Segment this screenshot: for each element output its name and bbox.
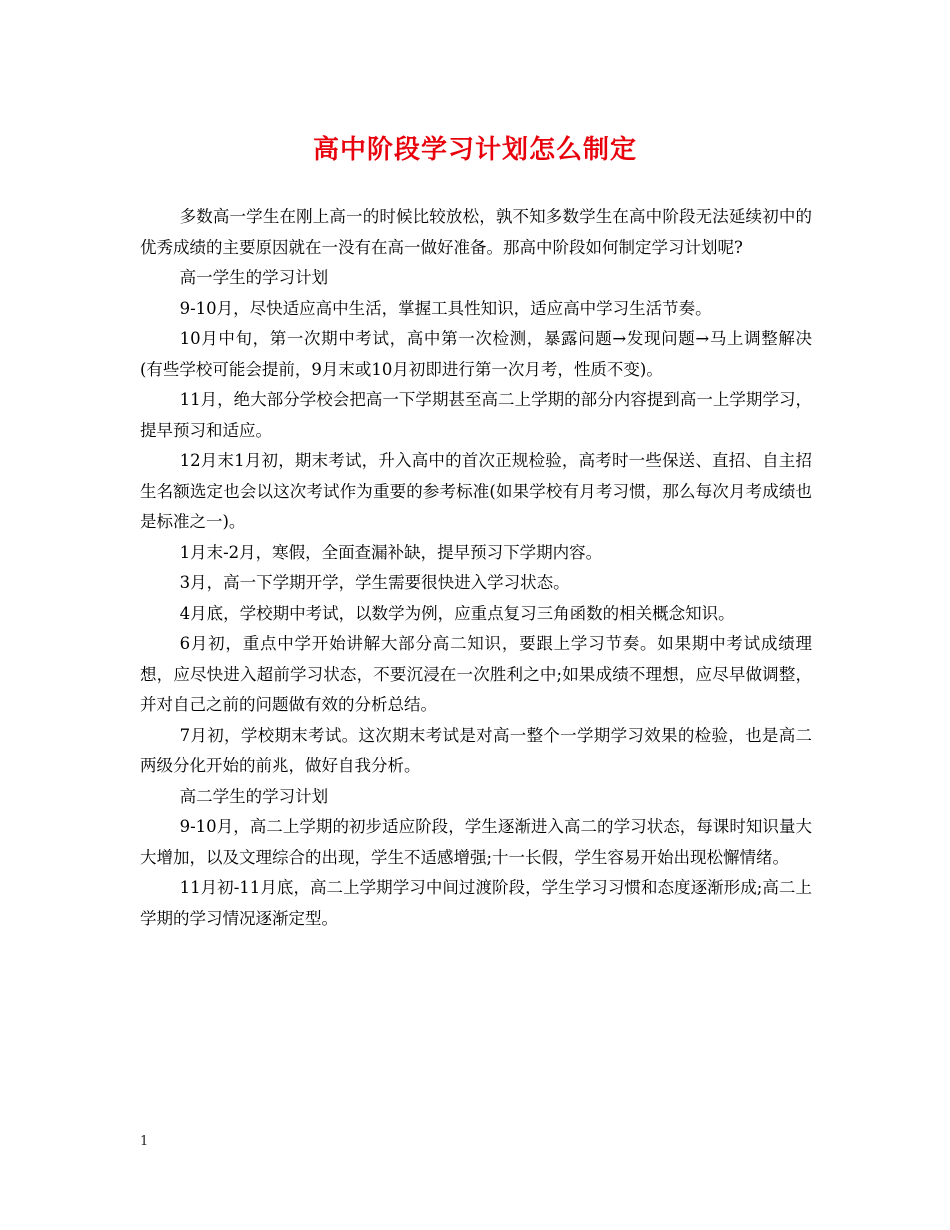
section-heading-grade10: 高一学生的学习计划 xyxy=(179,268,329,287)
section-heading-grade11: 高二学生的学习计划 xyxy=(179,786,329,806)
document-body xyxy=(140,202,812,934)
paragraph: 7月初，学校期末考试。这次期末考试是对高一整个一学期学习效果的检验，也是高二两级分化开始的前兆，做好自我分析。 xyxy=(140,725,812,775)
paragraph: 11月初-11月底，高二上学期学习中间过渡阶段，学生学习习惯和态度逐渐形成;高二上学期的学习情况逐渐定型。 xyxy=(140,878,812,928)
paragraph: 3月，高一下学期开学，学生需要很快进入学习状态。 xyxy=(179,573,570,592)
page-number: 1 xyxy=(140,1134,149,1149)
paragraph: 12月末1月初，期末考试，升入高中的首次正规检验，高考时一些保送、直招、自主招生名额选定也会以这次考试作为重要的参考标准(如果学校有月考习惯，那么每次月考成绩也是标准之一)。 xyxy=(140,451,812,531)
document-title: 高中阶段学习计划怎么制定 xyxy=(312,135,637,165)
paragraph-intro: 多数高一学生在刚上高一的时候比较放松，孰不知多数学生在高中阶段无法延续初中的优秀成绩的主要原因就在一没有在高一做好准备。那高中阶段如何制定学习计划呢? xyxy=(140,207,812,257)
paragraph: 4月底，学校期中考试，以数学为例，应重点复习三角函数的相关概念知识。 xyxy=(179,603,735,623)
paragraph: 9-10月，高二上学期的初步适应阶段，学生逐渐进入高二的学习状态，每课时知识量大大增加，以及文理综合的出现，学生不适感增强;十一长假，学生容易开始出现松懈情绪。 xyxy=(140,817,812,867)
paragraph: 9-10月，尽快适应高中生活，掌握工具性知识，适应高中学习生活节奏。 xyxy=(179,298,712,318)
paragraph: 10月中旬，第一次期中考试，高中第一次检测，暴露问题→发现问题→马上调整解决(有些学校可能会提前，9月末或10月初即进行第一次月考，性质不变)。 xyxy=(140,329,812,379)
paragraph: 1月末-2月，寒假，全面查漏补缺，提早预习下学期内容。 xyxy=(179,542,603,562)
paragraph: 11月，绝大部分学校会把高一下学期甚至高二上学期的部分内容提到高一上学期学习，提早预习和适应。 xyxy=(140,390,812,440)
paragraph: 6月初，重点中学开始讲解大部分高二知识，要跟上学习节奏。如果期中考试成绩理想，应尽快进入超前学习状态，不要沉浸在一次胜利之中;如果成绩不理想，应尽早做调整，并对自己之前的问题做有效的分析总结。 xyxy=(140,634,812,714)
